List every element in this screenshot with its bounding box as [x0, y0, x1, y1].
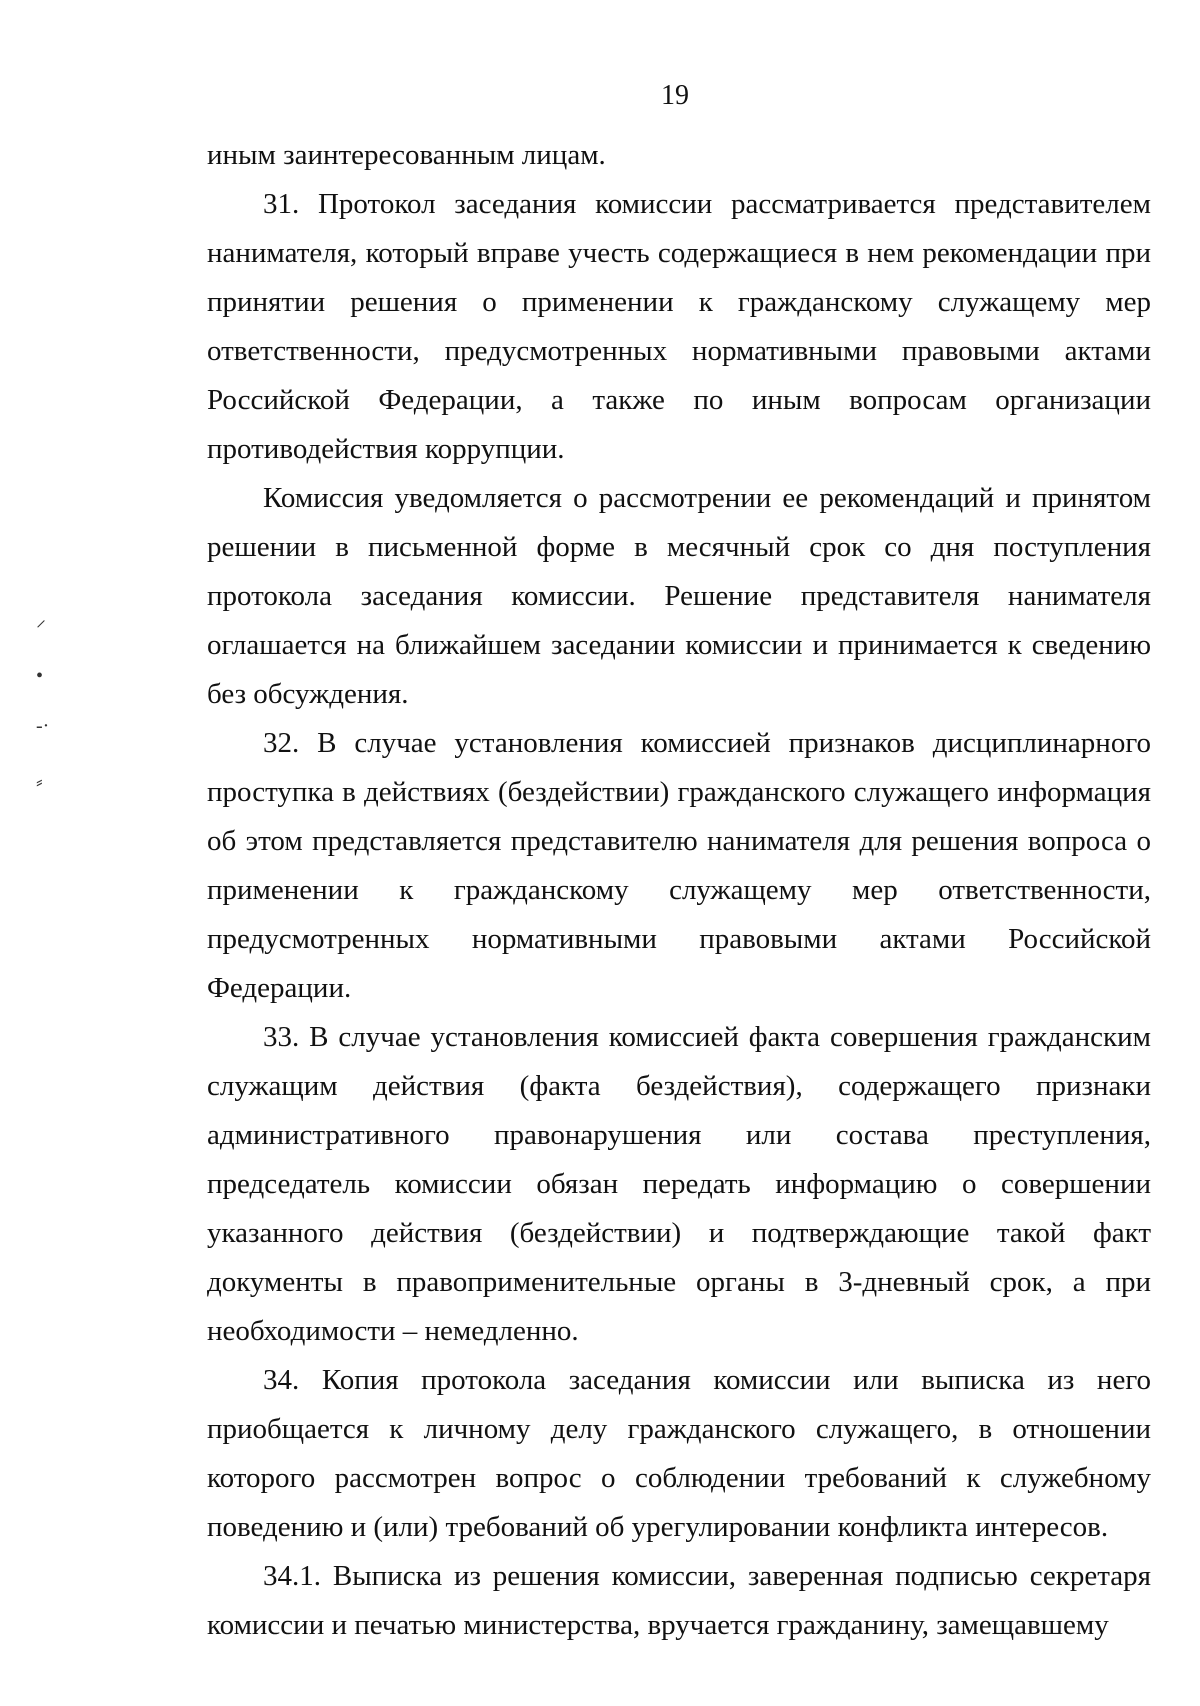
- scan-mark-icon: •: [36, 665, 44, 687]
- paragraph-34: 34. Копия протокола заседания комиссии или выписка из него приобщается к личному делу гражданского служащего, в отношении которого рассмотрен вопрос о соблюдении требований к служебному поведению и (или) требований об урегулировании конфликта интересов.: [207, 1364, 1151, 1543]
- scan-mark-icon: ⸝: [36, 609, 46, 631]
- paragraph-continuation: иным заинтересованным лицам.: [207, 139, 606, 171]
- paragraph-33: 33. В случае установления комиссией факта совершения гражданским служащим действия (факта бездействия), содержащего признаки административного правонарушения или состава преступления, председатель комиссии обязан передать информацию о совершении указанного действия (бездействии) и подтверждающие такой факт документы в правоприменительные органы в 3-дневный срок, а при необходимости – немедленно.: [207, 1021, 1151, 1347]
- paragraph-31-notice: Комиссия уведомляется о рассмотрении ее рекомендаций и принятом решении в письменной форме в месячный срок со дня поступления протокола заседания комиссии. Решение представителя нанимателя оглашается на ближайшем заседании комиссии и принимается к сведению без обсуждения.: [207, 482, 1151, 710]
- document-body: [207, 131, 1151, 1650]
- margin-scan-marks: [36, 610, 76, 810]
- paragraph-34-1: 34.1. Выписка из решения комиссии, заверенная подписью секретаря комиссии и печатью министерства, вручается гражданину, замещавшему: [207, 1560, 1151, 1641]
- paragraph-32: 32. В случае установления комиссией признаков дисциплинарного проступка в действиях (бездействии) гражданского служащего информация об этом представляется представителю нанимателя для решения вопроса о применении к гражданскому служащему мер ответственности, предусмотренных нормативными правовыми актами Российской Федерации.: [207, 727, 1151, 1004]
- scan-mark-icon: ⸗: [36, 771, 43, 793]
- scan-mark-icon: -·: [36, 715, 50, 737]
- paragraph-31: 31. Протокол заседания комиссии рассматривается представителем нанимателя, который вправе учесть содержащиеся в нем рекомендации при принятии решения о применении к гражданскому служащему мер ответственности, предусмотренных нормативными правовыми актами Российской Федерации, а также по иным вопросам организации противодействия коррупции.: [207, 188, 1151, 465]
- page-number: 19: [661, 80, 689, 111]
